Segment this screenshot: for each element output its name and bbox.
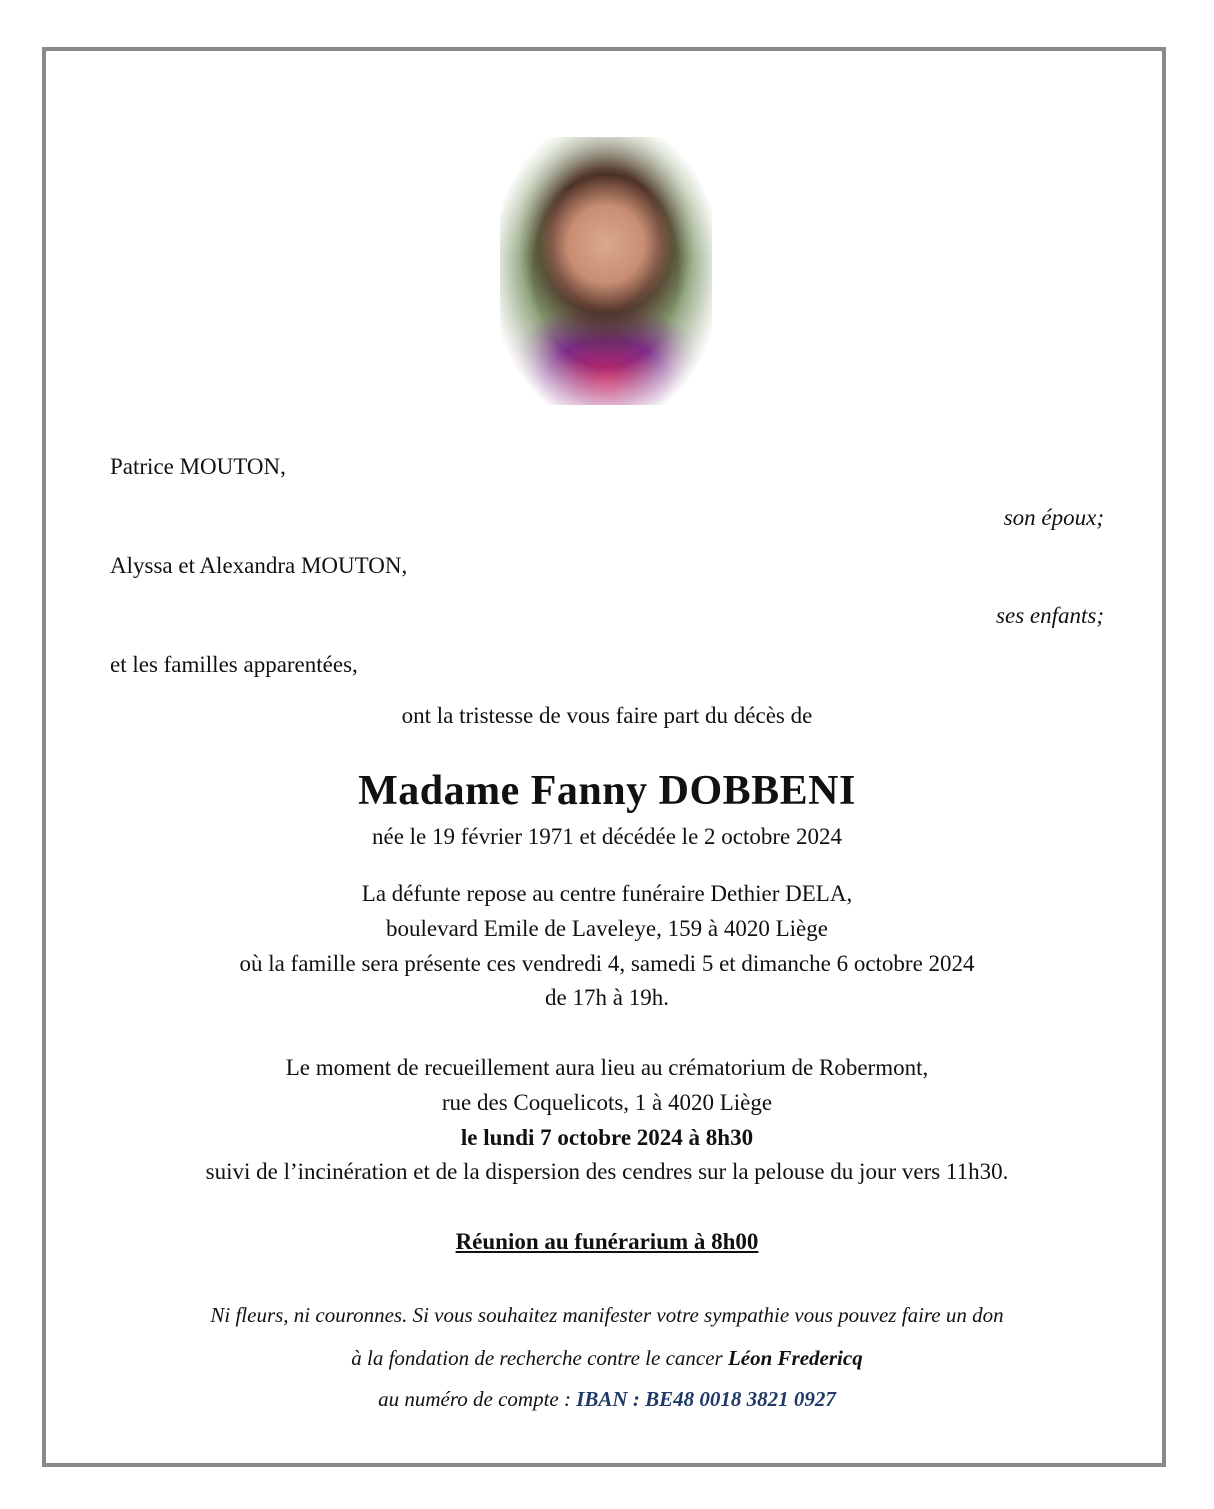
deceased-name: Madame Fanny DOBBENI [358, 768, 856, 814]
birth-death-dates: née le 19 février 1971 et décédée le 2 octobre 2024 [371, 824, 842, 849]
donation-line-2 [0, 1348, 1214, 1369]
iban-number: IBAN : BE48 0018 3821 0927 [576, 1387, 836, 1411]
viewing-line-4: de 17h à 19h. [545, 985, 669, 1010]
relatives-line: et les familles apparentées, [110, 652, 358, 677]
foundation-name: Léon Fredericq [727, 1346, 863, 1370]
ceremony-line-4: suivi de l’incinération et de la dispersion des cendres sur la pelouse du jour vers 11h30. [205, 1159, 1009, 1184]
viewing-line-3: où la famille sera présente ces vendredi 4, samedi 5 et dimanche 6 octobre 2024 [239, 951, 975, 976]
ceremony-line-2: rue des Coquelicots, 1 à 4020 Liège [441, 1090, 773, 1115]
ceremony-line-1: Le moment de recueillement aura lieu au crématorium de Robermont, [285, 1055, 929, 1080]
ceremony-date: le lundi 7 octobre 2024 à 8h30 [460, 1125, 754, 1150]
donation-line-3-prefix: au numéro de compte : [378, 1387, 577, 1411]
deceased-portrait [500, 137, 712, 405]
meeting-notice: Réunion au funérarium à 8h00 [455, 1229, 759, 1254]
donation-line-3 [0, 1389, 1214, 1410]
donation-line-1: Ni fleurs, ni couronnes. Si vous souhaitez manifester votre sympathie vous pouvez faire un don [210, 1303, 1004, 1327]
viewing-line-2: boulevard Emile de Laveleye, 159 à 4020 Liège [386, 916, 828, 941]
viewing-line-1: La défunte repose au centre funéraire Dethier DELA, [361, 881, 853, 906]
children-relation: ses enfants; [996, 603, 1104, 628]
announcement-intro: ont la tristesse de vous faire part du décès de [401, 703, 813, 728]
donation-line-2-prefix: à la fondation de recherche contre le cancer [351, 1346, 728, 1370]
children-names: Alyssa et Alexandra MOUTON, [110, 553, 408, 578]
spouse-relation: son époux; [1003, 505, 1104, 530]
spouse-name: Patrice MOUTON, [110, 454, 286, 479]
